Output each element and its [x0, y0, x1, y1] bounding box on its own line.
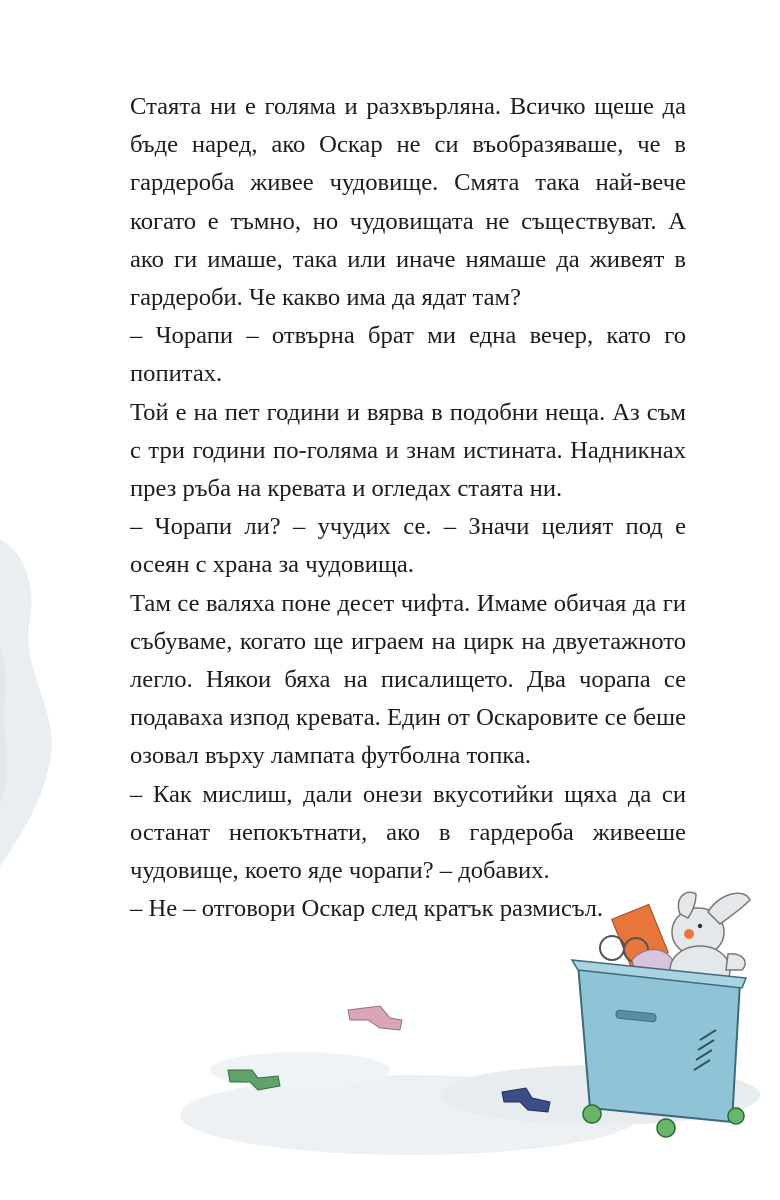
- toy-box: [572, 892, 750, 1137]
- wheel-front-left: [583, 1105, 601, 1123]
- paragraph-6: – Как мислиш, дали онези вкусотийки щяха да си останат непокътнати, ако в гардероба живееше чудовище, което яде чорапи? – добавих.: [130, 780, 686, 885]
- wheel-back-right: [728, 1108, 744, 1124]
- paragraph-7: – Не – отговори Оскар след кратък размисъл.: [130, 895, 604, 923]
- toy-glasses-left: [600, 936, 624, 960]
- paragraph-1: Стаята ни е голяма и разхвърляна. Всичко щеше да бъде наред, ако Оскар не си въобразяваше, че в гардероба живее чудовище. Смята така най-вече когато е тъмно, но чудовищата не съществуват. А ако ги имаше, така или иначе нямаше да живеят в гардероби. Че какво има да ядат там?: [130, 93, 686, 312]
- paragraph-2: – Чорапи – отвърна брат ми една вечер, като го попитах.: [130, 322, 686, 388]
- toy-box-illustration: [180, 870, 780, 1200]
- paragraph-4: – Чорапи ли? – учудих се. – Значи целият под е осеян с храна за чудовища.: [130, 513, 686, 579]
- pink-sock: [348, 1006, 402, 1030]
- watercolor-wash-left: [0, 500, 100, 920]
- paragraph-5: Там се валяха поне десет чифта. Имаме обичая да ги събуваме, когато ще играем на цирк на двуетажното легло. Някои бяха на писалището. Два чорапа се подаваха изпод кревата. Един от Оскаровите се беше озовал върху лампата футболна топка.: [130, 589, 686, 770]
- wheel-front-right: [657, 1119, 675, 1137]
- paragraph-3: Той е на пет години и вярва в подобни неща. Аз съм с три години по-голяма и знам истината. Надникнах през ръба на кревата и огледах стаята ни.: [130, 398, 686, 503]
- story-text: [130, 88, 686, 928]
- box-body: [578, 964, 740, 1122]
